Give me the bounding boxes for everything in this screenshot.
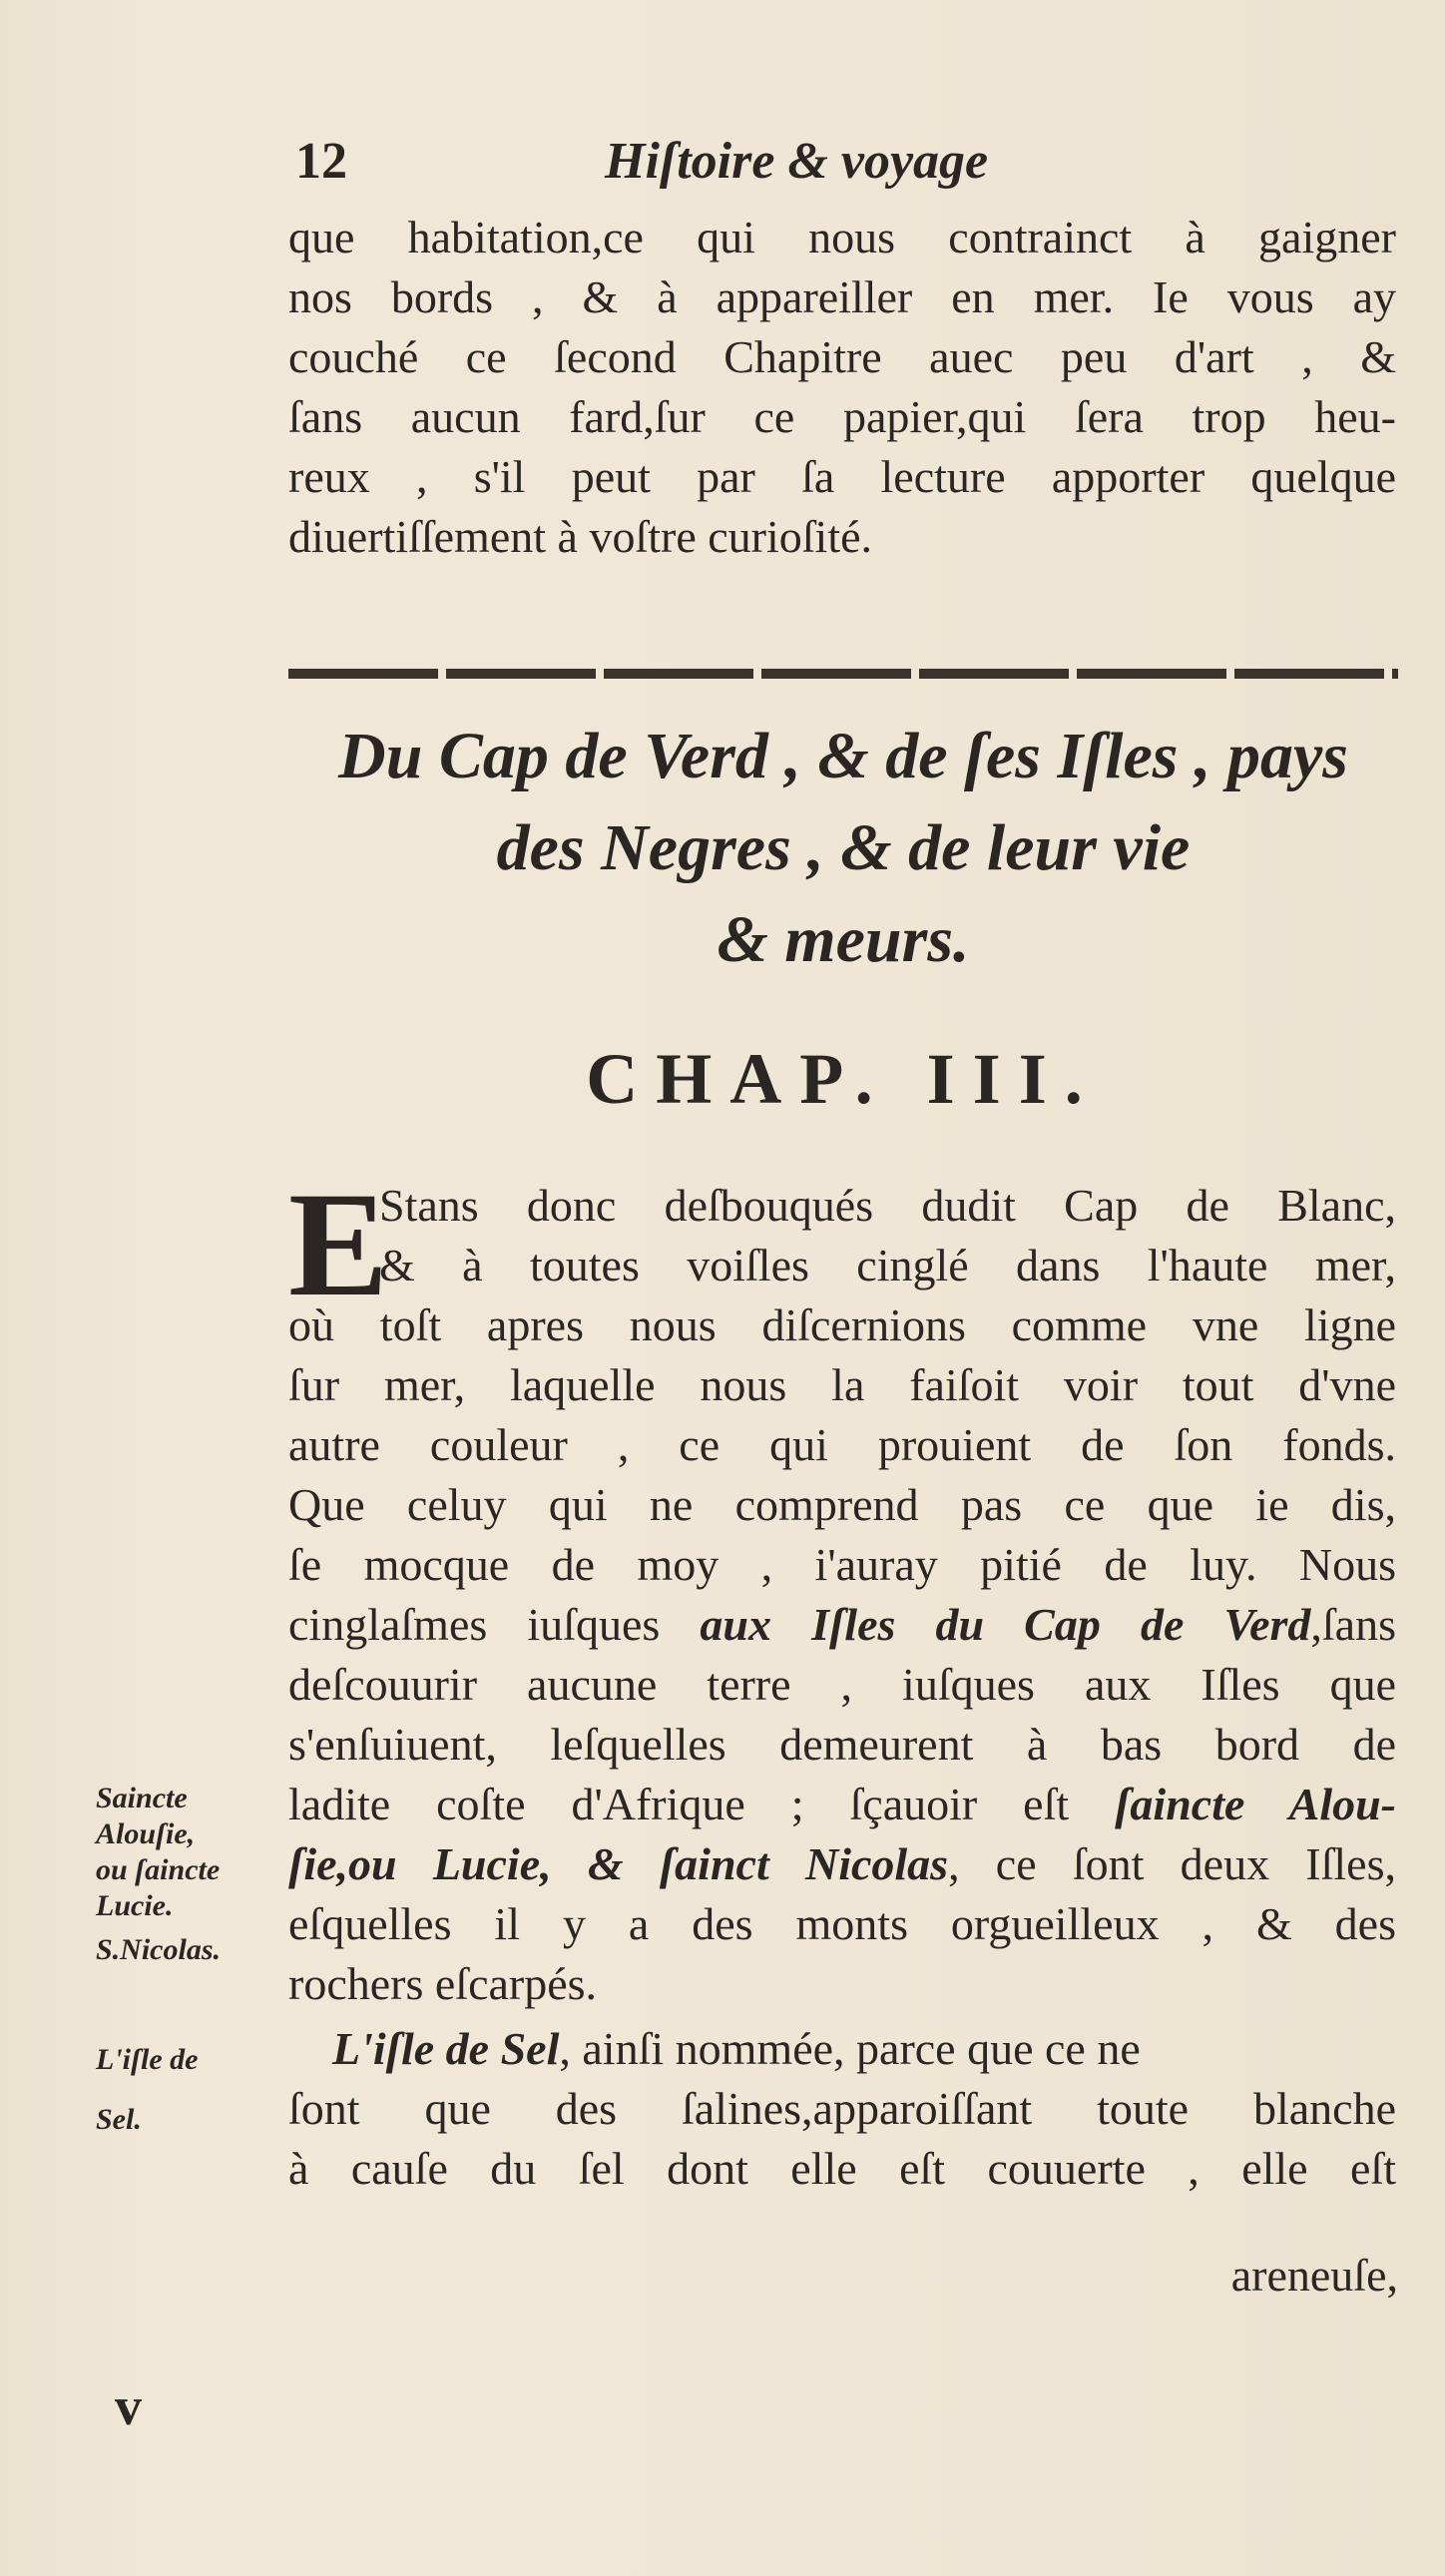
- chapter-title-line: des Negres , & de leur vie: [496, 811, 1191, 884]
- body-line: ſe mocque de moy , i'auray pitié de luy. Nous: [288, 1539, 1396, 1590]
- intro-line: que habitation,ce qui nous contrainct à gaigner: [288, 212, 1396, 262]
- intro-line: nos bords , & à appareiller en mer. Ie vous ay: [288, 271, 1396, 322]
- intro-line: reux , s'il peut par ſa lecture apporter quelque: [288, 451, 1396, 502]
- intro-line: ſans aucun fard,ſur ce papier,qui ſera trop heu-: [288, 391, 1396, 442]
- body-line: rochers eſcarpés.: [288, 1958, 598, 2009]
- margin-note-line: L'iſle de: [96, 2043, 199, 2076]
- body-line: & à toutes voiſles cinglé dans l'haute mer,: [379, 1240, 1396, 1290]
- margin-note: [96, 1932, 221, 1968]
- body-line: à cauſe du ſel dont elle eſt couuerte , elle eſt: [288, 2143, 1396, 2194]
- body-line: autre couleur , ce qui prouient de ſon fonds.: [288, 1419, 1396, 1470]
- catchword: areneuſe,: [1230, 2250, 1398, 2301]
- margin-note-line: Alouſie,: [96, 1817, 196, 1850]
- ornamental-rule: [288, 669, 1398, 679]
- body-line: L'iſle de Sel, ainſi nommée, parce que ce ne: [332, 2023, 1141, 2074]
- margin-note-line: Sel.: [96, 2103, 142, 2136]
- page-number: 12: [295, 133, 347, 190]
- margin-note-line: S.Nicolas.: [96, 1933, 222, 1966]
- body-line: s'enſuiuent, leſquelles demeurent à bas bord de: [288, 1719, 1396, 1770]
- margin-note: [96, 2030, 198, 2150]
- body-line: deſcouurir aucune terre , iuſques aux Iſles que: [288, 1659, 1396, 1710]
- signature-mark: v: [115, 2376, 142, 2436]
- margin-note: [96, 1781, 220, 1924]
- margin-note-line: ou ſaincte: [96, 1853, 221, 1886]
- chapter-title-line: & meurs.: [717, 903, 970, 976]
- body-line: cinglaſmes iuſques aux Iſles du Cap de Verd,ſans: [288, 1599, 1397, 1650]
- body-line: où toſt apres nous diſcernions comme vne ligne: [288, 1299, 1396, 1350]
- margin-note-line: Lucie.: [96, 1889, 174, 1922]
- drop-cap: E: [288, 1162, 389, 1327]
- chapter-title-line: Du Cap de Verd , & de ſes Iſles , pays: [338, 720, 1348, 792]
- intro-line: diuertiſſement à voſtre curioſité.: [288, 511, 873, 562]
- body-line: ladite coſte d'Afrique ; ſçauoir eſt ſaincte Alou-: [288, 1779, 1396, 1829]
- chapter-heading: CHAP. III.: [586, 1039, 1101, 1119]
- margin-note-line: Saincte: [96, 1782, 188, 1814]
- body-line: eſquelles il y a des monts orgueilleux , & des: [288, 1898, 1396, 1949]
- running-title: Hiſtoire & voyage: [605, 133, 989, 190]
- body-line: ſie,ou Lucie, & ſainct Nicolas, ce ſont deux Iſles,: [288, 1838, 1397, 1889]
- body-line: Stans donc deſbouqués dudit Cap de Blanc,: [379, 1180, 1396, 1231]
- body-line: ſur mer, laquelle nous la faiſoit voir tout d'vne: [288, 1359, 1396, 1410]
- body-line: ſont que des ſalines,apparoiſſant toute blanche: [288, 2083, 1396, 2134]
- body-line: Que celuy qui ne comprend pas ce que ie dis,: [288, 1479, 1396, 1530]
- intro-line: couché ce ſecond Chapitre auec peu d'art , &: [288, 331, 1396, 382]
